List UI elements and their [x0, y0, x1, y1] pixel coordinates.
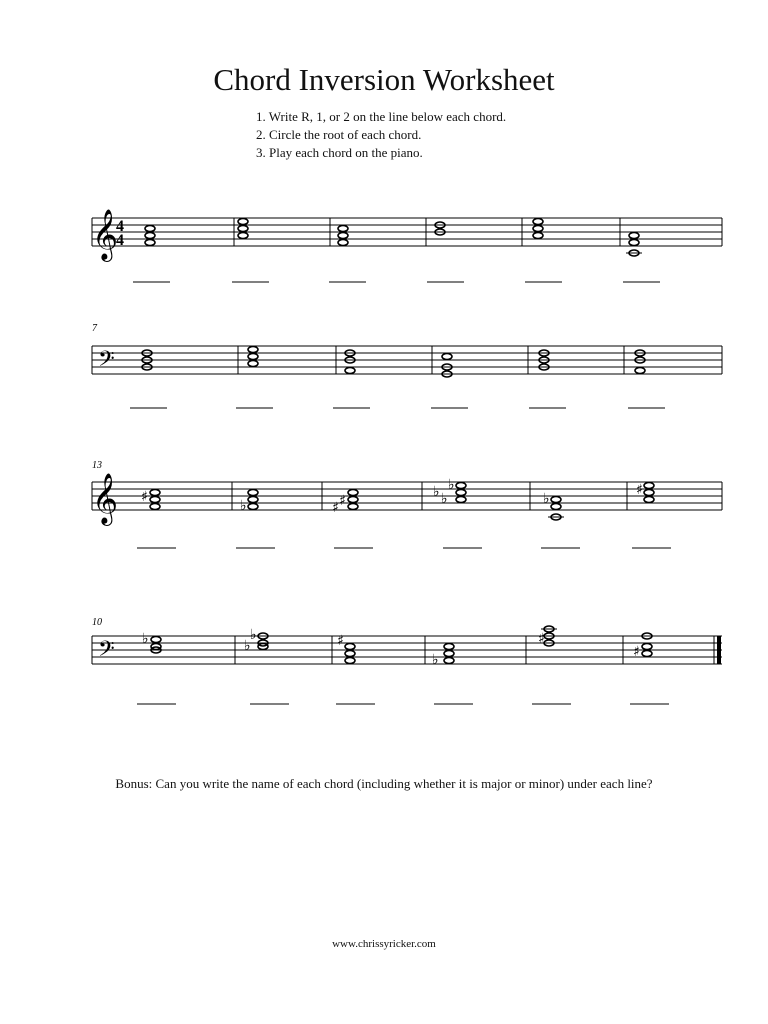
staff-lines [92, 346, 722, 374]
bass-clef-icon: 𝄢 [98, 347, 115, 377]
sharp-icon: ♯ [633, 644, 640, 660]
staff-system-2 [92, 323, 722, 408]
flat-icon: ♭ [432, 652, 439, 668]
treble-clef-icon: 𝄞 [92, 473, 119, 524]
measure-number: 13 [92, 460, 102, 471]
chord [435, 222, 445, 235]
chord [533, 219, 543, 239]
staff-lines [92, 636, 722, 664]
treble-clef-icon: 𝄞 [92, 209, 119, 260]
chord [633, 633, 652, 660]
flat-icon: ♭ [433, 484, 440, 500]
chord [543, 491, 564, 520]
chord [338, 226, 348, 246]
flat-icon: ♭ [448, 477, 455, 493]
chord [248, 347, 258, 367]
chord [145, 226, 155, 246]
worksheet-title: Chord Inversion Worksheet [213, 62, 555, 97]
measure-number: 7 [92, 323, 97, 334]
bonus-question: Bonus: Can you write the name of each chord (including whether it is major or minor) under each line? [115, 776, 653, 791]
flat-icon: ♭ [240, 498, 247, 514]
sharp-icon: ♯ [337, 633, 344, 649]
chord [238, 219, 248, 239]
staff-system-3 [92, 460, 722, 548]
chord [442, 354, 452, 378]
chord [337, 633, 355, 664]
sharp-icon: ♯ [538, 631, 545, 647]
measure-number: 10 [92, 617, 102, 628]
chord [141, 489, 160, 510]
flat-icon: ♭ [543, 491, 550, 507]
chord [332, 490, 358, 517]
chord [345, 350, 355, 374]
sharp-icon: ♯ [332, 500, 339, 516]
sharp-icon: ♯ [339, 493, 346, 509]
footer-website: www.chrissyricker.com [332, 938, 436, 950]
sharp-icon: ♯ [636, 482, 643, 498]
flat-icon: ♭ [142, 631, 149, 647]
time-signature-top: 4 [116, 218, 124, 235]
time-signature-bottom: 4 [116, 232, 124, 249]
chord [626, 233, 642, 257]
instruction-item: 2. Circle the root of each chord. [256, 127, 422, 142]
instruction-item: 1. Write R, 1, or 2 on the line below each chord. [256, 109, 507, 124]
flat-icon: ♭ [244, 638, 251, 654]
sharp-icon: ♯ [141, 489, 148, 505]
instruction-item: 3. Play each chord on the piano. [256, 145, 423, 160]
flat-icon: ♭ [250, 627, 257, 643]
chord [635, 350, 645, 374]
staff-system-4 [92, 617, 722, 704]
staff-system-1 [92, 209, 722, 282]
flat-icon: ♭ [441, 491, 448, 507]
chord [636, 482, 654, 503]
staff-lines [92, 218, 722, 246]
bass-clef-icon: 𝄢 [98, 637, 115, 667]
